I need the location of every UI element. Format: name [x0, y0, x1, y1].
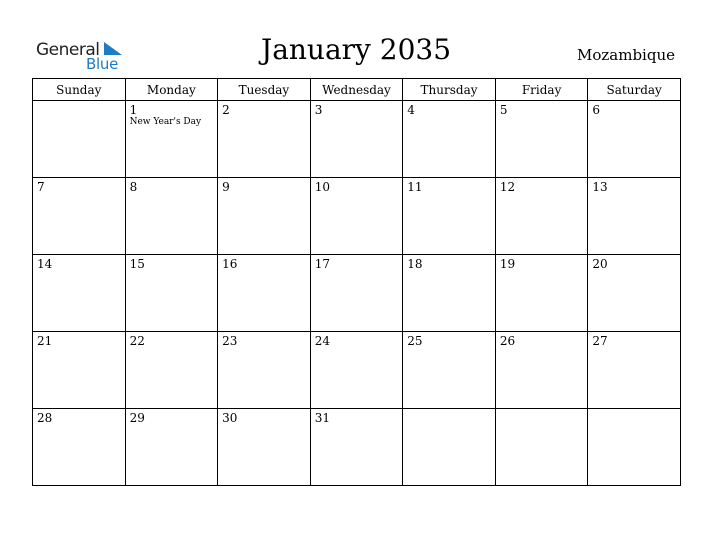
day-number	[33, 101, 125, 103]
day-cell	[218, 255, 311, 332]
day-cell	[33, 255, 126, 332]
day-number: 24	[314, 334, 330, 348]
day-number: 13	[592, 180, 608, 194]
day-cell	[310, 101, 403, 178]
weekday-thursday: Thursday	[403, 79, 496, 101]
calendar-title: January 2035	[260, 33, 452, 66]
logo-text-general: General	[36, 40, 100, 60]
day-cell	[310, 178, 403, 255]
weekday-saturday: Saturday	[588, 79, 681, 101]
day-number: 20	[592, 257, 608, 271]
day-cell	[125, 255, 218, 332]
day-number: 4	[407, 103, 415, 117]
day-cell	[33, 409, 126, 486]
day-cell	[125, 178, 218, 255]
day-cell	[125, 332, 218, 409]
weekday-sunday: Sunday	[33, 79, 126, 101]
day-number: 29	[129, 411, 145, 425]
holiday-label: New Year's Day	[129, 117, 202, 127]
day-number: 25	[407, 334, 423, 348]
day-number: 14	[37, 257, 53, 271]
day-cell	[218, 409, 311, 486]
day-cell	[588, 332, 681, 409]
logo-text-blue: Blue	[86, 55, 118, 73]
day-number	[496, 409, 588, 411]
day-cell	[310, 255, 403, 332]
day-cell	[33, 332, 126, 409]
day-number: 2	[222, 103, 230, 117]
day-cell	[218, 332, 311, 409]
day-number: 16	[222, 257, 238, 271]
day-number	[588, 409, 680, 411]
week-row-3	[33, 255, 681, 332]
day-cell	[310, 409, 403, 486]
week-row-2	[33, 178, 681, 255]
day-cell	[403, 409, 496, 486]
day-number: 30	[222, 411, 238, 425]
day-cell	[403, 332, 496, 409]
day-number: 8	[129, 180, 138, 194]
day-cell	[403, 178, 496, 255]
day-cell	[218, 101, 311, 178]
day-cell	[495, 409, 588, 486]
weekday-tuesday: Tuesday	[218, 79, 311, 101]
weekday-friday: Friday	[495, 79, 588, 101]
day-cell	[588, 178, 681, 255]
day-number: 23	[222, 334, 238, 348]
week-row-5	[33, 409, 681, 486]
day-number: 22	[129, 334, 145, 348]
week-row-4	[33, 332, 681, 409]
day-cell	[495, 332, 588, 409]
weekday-header-row	[33, 79, 681, 101]
day-cell	[403, 255, 496, 332]
day-number: 28	[37, 411, 53, 425]
day-number: 5	[499, 103, 508, 117]
day-cell	[495, 101, 588, 178]
weekday-wednesday: Wednesday	[310, 79, 403, 101]
day-number: 12	[499, 180, 516, 194]
day-number: 27	[592, 334, 608, 348]
day-number: 21	[37, 334, 53, 348]
day-number: 26	[499, 334, 516, 348]
day-number: 1	[129, 103, 138, 117]
day-number: 10	[314, 180, 330, 194]
day-cell	[588, 255, 681, 332]
day-number: 11	[407, 180, 423, 194]
day-number: 18	[407, 257, 423, 271]
day-cell	[125, 409, 218, 486]
day-cell	[495, 255, 588, 332]
day-number: 15	[129, 257, 145, 271]
day-number: 7	[37, 180, 45, 194]
day-number: 9	[222, 180, 230, 194]
day-cell	[588, 409, 681, 486]
day-cell	[310, 332, 403, 409]
day-number: 3	[314, 103, 323, 117]
day-number: 17	[314, 257, 330, 271]
day-cell	[125, 101, 218, 178]
day-number	[403, 409, 495, 411]
calendar-grid	[32, 78, 681, 486]
week-row-1	[33, 101, 681, 178]
day-cell	[495, 178, 588, 255]
day-cell	[403, 101, 496, 178]
weekday-monday: Monday	[125, 79, 218, 101]
day-number: 19	[499, 257, 516, 271]
day-number: 6	[592, 103, 601, 117]
day-cell	[588, 101, 681, 178]
day-number: 31	[314, 411, 330, 425]
day-cell	[33, 101, 126, 178]
day-cell	[33, 178, 126, 255]
day-cell	[218, 178, 311, 255]
country-label: Mozambique	[577, 46, 675, 64]
